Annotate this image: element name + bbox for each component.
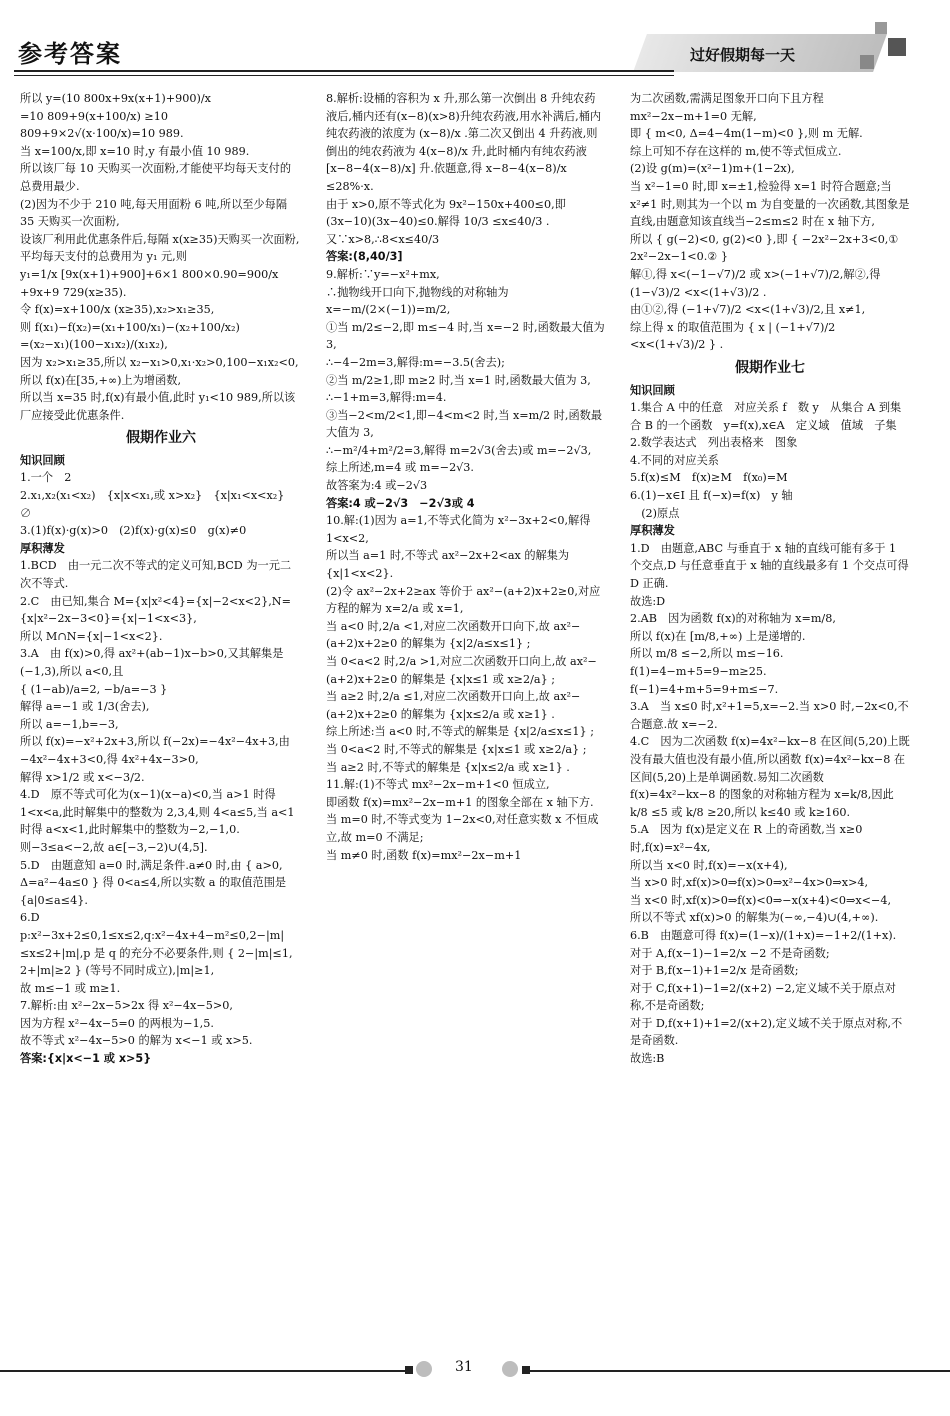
text-line: 故选:D [630,594,666,608]
page-title: 参考答案 [18,40,122,68]
text-line: 2.数学表达式 列出表格来 图象 [630,436,798,450]
footer-rule-right [530,1370,950,1372]
header-square-1 [875,22,887,34]
text-line: 4.D 原不等式可化为(x−1)(x−a)<0,当 a>1 时得 1<x<a,此时解集中的整数为 2,3,4,则 4<a≤5,当 a<1 时得 a<x<1,此时解集中的整数为−2,−1,0. [20,788,299,837]
text-line: ①当 m/2≤−2,即 m≤−4 时,当 x=−2 时,函数最大值为 3, [326,320,609,352]
footer-dot-left [416,1361,432,1377]
text-line: 对于 C,f(x+1)−1=2/(x+2) −2,定义域不关于原点对称,不是奇函数; [630,981,896,1013]
text-line: 所以 f(x)在[35,+∞)上为增函数, [20,373,182,387]
text-line: 所以 f(x)=−x²+2x+3,所以 f(−2x)=−4x²−4x+3,由−4x²−4x+3<0,得 4x²+4x−3>0, [20,735,290,766]
text-line: 2.C 由已知,集合 M={x|x²<4}={x|−2<x<2},N={x|x²−2x−3<0}={x|−1<x<3}, [20,594,291,626]
header-square-2 [888,38,906,56]
text-line: 当 m=0 时,不等式变为 1−2x<0,对任意实数 x 不恒成立,故 m=0 不满足; [326,813,599,844]
text-line: 6.(1)−x∈I 且 f(−x)=f(x) y 轴 [630,489,793,503]
text-line: 当 0<a<2 时,不等式的解集是 {x|x≤1 或 x≥2/a} ; [326,742,587,756]
footer-rule-left [0,1370,405,1372]
text-line: y₁=1/x [9x(x+1)+900]+6×1 800×0.90=900/x +9x+9 729(x≥35). [20,267,282,299]
text-line: 设该厂利用此优惠条件后,每隔 x(x≥35)天购买一次面粉,平均每天支付的总费用为 y₁ 元,则 [20,232,300,264]
text-line: f(−1)=4+m+5=9+m≤−7. [630,682,779,696]
text-line: 解得 x>1/2 或 x<−3/2. [20,770,145,784]
text-line: 所以不等式 xf(x)>0 的解集为(−∞,−4)∪(4,+∞). [630,911,879,925]
text-line: 故答案为:4 或−2√3 [326,479,428,493]
subheading: 知识回顾 [630,383,675,397]
text-line: 当 x>0 时,xf(x)>0⇒f(x)>0⇒x²−4x>0⇒x>4, [630,876,869,890]
header-square-3 [860,55,874,69]
text-line: 当 a<0 时,2/a <1,对应二次函数开口向下,故 ax²−(a+2)x+2≥0 的解集为 {x|2/a≤x≤1} ; [326,619,581,651]
answer-line: 答案:4 或−2√3 −2√3或 4 [326,496,475,510]
text-line: 即 { m<0, Δ=4−4m(1−m)<0 },则 m 无解. [630,127,863,141]
text-line: 4.不同的对应关系 [630,453,719,467]
footer-marker-right [522,1366,530,1374]
text-line: 当 x²−1=0 时,即 x=±1,检验得 x=1 时符合题意;当 x²≠1 时,则其为一个以 m 为自变量的一次函数,其图象是直线,由题意知该直线当−2≤m≤2 时在 x 轴下方, [630,179,910,229]
text-line: 1.一个 2 [20,471,72,485]
text-line: (2)原点 [630,506,680,520]
text-line: 3.(1)f(x)·g(x)>0 (2)f(x)·g(x)≤0 g(x)≠0 [20,524,247,538]
text-line: 故选:B [630,1052,665,1066]
text-line: 当 x<0 时,xf(x)>0⇒f(x)<0⇒−x(x+4)<0⇒x<−4, [630,893,892,907]
text-line: 所以当 x=35 时,f(x)有最小值,此时 y₁<10 989,所以该厂应接受此优惠条件. [20,391,296,422]
text-line: 所以 { g(−2)<0, g(2)<0 },即 { −2x²−2x+3<0,① 2x²−2x−1<0.② } [630,232,902,264]
text-line: 又∵x>8,∴8<x≤40/3 [326,232,440,246]
text-line: 则−3≤a<−2,故 a∈[−3,−2)∪(4,5]. [20,840,208,854]
text-line: 当 a≥2 时,不等式的解集是 {x|x≤2/a 或 x≥1} . [326,760,570,774]
text-line: 综上所述,m=4 或 m=−2√3. [326,461,474,475]
text-line: 由①②,得 (−1+√7)/2 <x<(1+√3)/2,且 x≠1, [630,303,866,317]
text-line: 因为 x₂>x₁≥35,所以 x₂−x₁>0,x₁·x₂>0,100−x₁x₂<0, [20,355,299,369]
text-line: 当 0<a<2 时,2/a >1,对应二次函数开口向上,故 ax²−(a+2)x+2≥0 的解集是 {x|x≤1 或 x≥2/a} ; [326,655,597,686]
text-line: 则 f(x₁)−f(x₂)=(x₁+100/x₁)−(x₂+100/x₂) [20,320,240,334]
text-line: ③当−2<m/2<1,即−4<m<2 时,当 x=m/2 时,函数最大值为 3, [326,408,603,440]
text-line: 所以 m/8 ≤−2,所以 m≤−16. [630,647,784,661]
text-line: 5.A 因为 f(x)是定义在 R 上的奇函数,当 x≥0 时,f(x)=x²−4x, [630,823,866,854]
text-line: { (1−ab)/a=2, −b/a=−3 } [20,682,168,696]
text-line: 10.解:(1)因为 a=1,不等式化简为 x²−3x+2<0,解得 1<x<2, [326,514,594,545]
text-line: =10 809+9(x+100/x) ≥10 809+9×2√(x·100/x)=10 989. [20,109,184,141]
text-line: 9.解析:∵y=−x²+mx, [326,267,440,281]
text-line: 解①,得 x<(−1−√7)/2 或 x>(−1+√7)/2,解②,得 (1−√3)/2 <x<(1+√3)/2 . [630,267,885,299]
header-rule [14,70,674,72]
text-line: ∴抛物线开口向下,抛物线的对称轴为 x=−m/(2×(−1))=m/2, [326,285,513,317]
text-line: 令 f(x)=x+100/x (x≥35),x₂>x₁≥35, [20,303,215,317]
text-line: 所以 a=−1,b=−3, [20,717,119,731]
text-line: 6.B 由题意可得 f(x)=(1−x)/(1+x)=−1+2/(1+x). [630,928,897,942]
text-line: 2.AB 因为函数 f(x)的对称轴为 x=m/8, [630,612,836,626]
column-right [630,90,913,1068]
answer-line: 答案:{x|x<−1 或 x>5} [20,1052,152,1066]
text-line: 故不等式 x²−4x−5>0 的解为 x<−1 或 x>5. [20,1034,253,1048]
subheading: 厚积薄发 [20,541,65,555]
text-line: 5.D 由题意知 a=0 时,满足条件.a≠0 时,由 { a>0, Δ=a²−4a≤0 } 得 0<a≤4,所以实数 a 的取值范围是{a|0≤a≤4}. [20,858,287,907]
text-line: (2)令 ax²−2x+2≥ax 等价于 ax²−(a+2)x+2≥0,对应方程的解为 x=2/a 或 x=1, [326,584,601,616]
text-line: 因为方程 x²−4x−5=0 的两根为−1,5. [20,1016,214,1030]
text-line: 对于 A,f(x−1)−1=2/x −2 不是奇函数; [630,946,830,960]
text-line: 11.解:(1)不等式 mx²−2x−m+1<0 恒成立, [326,778,550,792]
text-line: 综上得 x 的取值范围为 { x | (−1+√7)/2 <x<(1+√3)/2 } . [630,320,839,352]
text-line: 1.集合 A 中的任意 对应关系 f 数 y 从集合 A 到集合 B 的一个函数 y=f(x),x∈A 定义域 值域 子集 [630,401,902,432]
text-line: ∴−1+m=3,解得:m=4. [326,391,447,405]
text-line: 8.解析:设桶的容积为 x 升,那么第一次倒出 8 升纯农药液后,桶内还有(x−8)(x>8)升纯农药液,用水补满后,桶内纯农药液的浓度为 (x−8)/x .第二次又倒出 4 升药液,则倒出的纯农药液为 4(x−8)/x 升,此时桶内有纯农药液 [x−8−4(x−8)/x] 升.依题意,得 x−8−4(x−8)/x ≤28%·x. [326,92,602,193]
text-line: 2.x₁,x₂(x₁<x₂) {x|x<x₁,或 x>x₂} {x|x₁<x<x₂} ∅ [20,489,296,520]
header-rule-thin [14,75,674,76]
text-line: (2)设 g(m)=(x²−1)m+(1−2x), [630,162,795,176]
text-line: 1.D 由题意,ABC 与垂直于 x 轴的直线可能有多于 1 个交点,D 与任意垂直于 x 轴的直线最多有 1 个交点可得 D 正确. [630,541,913,591]
footer-marker-left [405,1366,413,1374]
text-line: 3.A 当 x≤0 时,x²+1=5,x=−2.当 x>0 时,−2x<0,不合题意.故 x=−2. [630,700,909,731]
text-line: 即函数 f(x)=mx²−2x−m+1 的图象全部在 x 轴下方. [326,795,594,809]
text-line: 当 x=100/x,即 x=10 时,y 有最小值 10 989. [20,144,250,158]
text-line: 所以 f(x)在 [m/8,+∞) 上是递增的. [630,629,806,643]
footer-dot-right [502,1361,518,1377]
page-number: 31 [455,1359,473,1375]
text-line: 对于 B,f(x−1)+1=2/x 是奇函数; [630,964,799,978]
text-line: (2)因为不少于 210 吨,每天用面粉 6 吨,所以至少每隔 35 天购买一次面粉, [20,197,291,229]
section-heading: 假期作业六 [126,430,196,447]
text-line: 综上所述:当 a<0 时,不等式的解集是 {x|2/a≤x≤1} ; [326,725,594,739]
text-line: 3.A 由 f(x)>0,得 ax²+(ab−1)x−b>0,又其解集是(−1,3),所以 a<0,且 [20,647,284,678]
text-line: 综上可知不存在这样的 m,使不等式恒成立. [630,144,842,158]
text-line: ∴−m²/4+m²/2=3,解得 m=2√3(舍去)或 m=−2√3, [326,443,592,457]
text-line: 对于 D,f(x+1)+1=2/(x+2),定义域不关于原点对称,不是奇函数. [630,1016,903,1048]
text-line: 7.解析:由 x²−2x−5>2x 得 x²−4x−5>0, [20,999,233,1013]
column-middle [326,90,609,864]
text-line: 解得 a=−1 或 1/3(舍去), [20,700,150,714]
text-line: ②当 m/2≥1,即 m≥2 时,当 x=1 时,函数最大值为 3, [326,373,591,387]
subheading: 厚积薄发 [630,524,675,538]
text-line: 当 a≥2 时,2/a ≤1,对应二次函数开口向上,故 ax²−(a+2)x+2≥0 的解集为 {x|x≤2/a 或 x≥1} . [326,690,581,721]
text-line: 所以 M∩N={x|−1<x<2}. [20,629,163,643]
section-heading: 假期作业七 [735,359,805,376]
text-line: ∴−4−2m=3,解得:m=−3.5(舍去); [326,355,505,369]
text-line: 为二次函数,需满足图象开口向下且方程 mx²−2x−m+1=0 无解, [630,92,828,123]
text-line: 所以当 x<0 时,f(x)=−x(x+4), [630,858,788,872]
column-left [20,90,302,1068]
text-line: =(x₂−x₁)(100−x₁x₂)/(x₁x₂), [20,338,168,352]
text-line: 5.f(x)≤M f(x)≥M f(x₀)=M [630,471,788,485]
text-line: 所以 y=(10 800x+9x(x+1)+900)/x [20,92,211,105]
text-line: 所以当 a=1 时,不等式 ax²−2x+2<ax 的解集为{x|1<x<2}. [326,549,570,581]
text-line: f(1)=4−m+5=9−m≥25. [630,665,767,678]
text-line: 1.BCD 由一元二次不等式的定义可知,BCD 为一元二次不等式. [20,559,292,591]
header-slogan: 过好假期每一天 [690,46,796,64]
text-line: 由于 x>0,原不等式化为 9x²−150x+400≤0,即(3x−10)(3x−40)≤0.解得 10/3 ≤x≤40/3 . [326,197,566,229]
text-line: 当 m≠0 时,函数 f(x)=mx²−2x−m+1 [326,848,522,862]
text-line: 故 m≤−1 或 m≥1. [20,981,121,995]
answer-line: 答案:(8,40/3] [326,250,403,264]
text-line: 所以该厂每 10 天购买一次面粉,才能使平均每天支付的总费用最少. [20,162,292,193]
text-line: 4.C 因为二次函数 f(x)=4x²−kx−8 在区间(5,20)上既没有最大值也没有最小值,所以函数 f(x)=4x²−kx−8 在区间(5,20)上是单调函数.易知二次函数 f(x)=4x²−kx−8 的图象的对称轴方程为 x=k/8,因此 k/8 ≤5 或 k/8 ≥20,所以 k≤40 或 k≥160. [630,735,910,819]
subheading: 知识回顾 [20,453,65,467]
text-line: 6.D p:x²−3x+2≤0,1≤x≤2,q:x²−4x+4−m²≤0,2−|m|≤x≤2+|m|,p 是 q 的充分不必要条件,则 { 2−|m|≤1, 2+|m|≥2 } (等号不同时成立),|m|≥1, [20,911,297,978]
